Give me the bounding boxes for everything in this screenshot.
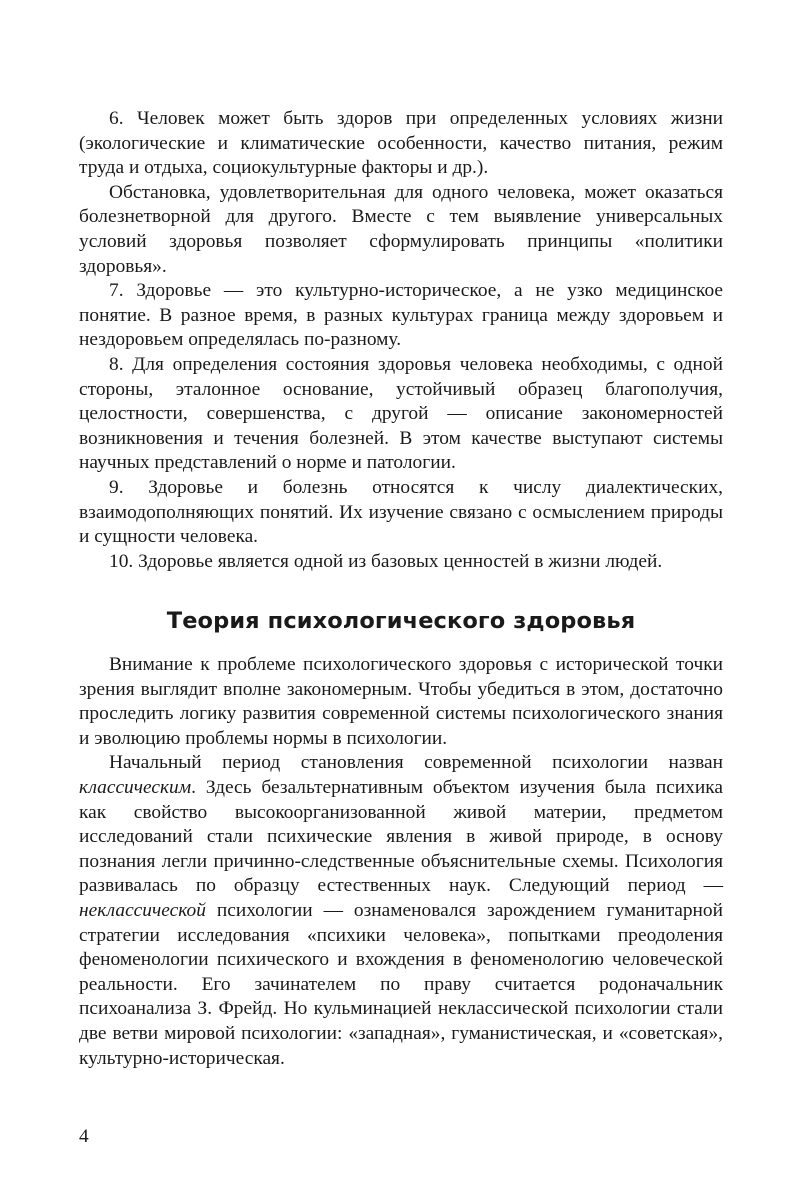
history-text-part3: психологии — ознаменовался зарождением гуманитарной стратегии исследования «психики человека», попытками преодоления феноменологии психического и вхождения в феноменологию человеческой реальности. Его зачинателем по праву считается родоначальник психоанализа З. Фрейд. Но кульминацией неклассической психологии стали две ветви мировой психологии: «западная», гуманистическая, и «советская», культурно-историческая. [79, 899, 723, 1069]
term-classical: классическим [79, 776, 192, 798]
history-text-part2: . Здесь безальтернативным объектом изучения была психика как свойство высокоорганизованной живой материи, предметом исследований стали психические явления в живой природе, в основу познания легли причинно-следственные объяснительные схемы. Психология развивалась по образцу естественных наук. Следующий период — [79, 776, 723, 897]
principles-list [79, 107, 723, 574]
paragraph-principle-6: 6. Человек может быть здоров при определенных условиях жизни (экологические и климатические особенности, качество питания, режим труда и отдыха, социокультурные факторы и др.). [79, 108, 723, 179]
term-nonclassical: неклассической [79, 899, 206, 921]
paragraph-principle-6-continued: Обстановка, удовлетворительная для одного человека, может оказаться болезнетворной для другого. Вместе с тем выявление универсальных условий здоровья позволяет сформулировать принципы «политики здоровья». [79, 181, 723, 277]
paragraph-principle-8: 8. Для определения состояния здоровья человека необходимы, с одной стороны, эталонное основание, устойчивый образец благополучия, целостности, совершенства, с другой — описание закономерностей возникновения и течения болезней. В этом качестве выступают системы научных представлений о норме и патологии. [79, 353, 723, 474]
paragraph-history [79, 751, 723, 1071]
section-body [79, 653, 723, 1071]
paragraph-principle-10: 10. Здоровье является одной из базовых ценностей в жизни людей. [109, 550, 663, 572]
paragraph-intro: Внимание к проблеме психологического здоровья с исторической точки зрения выглядит вполне закономерным. Чтобы убедиться в этом, достаточно проследить логику развития современной системы психологического знания и эволюцию проблемы нормы в психологии. [79, 654, 723, 749]
paragraph-principle-7: 7. Здоровье — это культурно-историческое, а не узко медицинское понятие. В разное время, в разных культурах граница между здоровьем и нездоровьем определялась по-разному. [79, 280, 723, 351]
page-number: 4 [79, 1126, 89, 1147]
paragraph-principle-9: 9. Здоровье и болезнь относятся к числу диалектических, взаимодополняющих понятий. Их изучение связано с осмыслением природы и сущности человека. [79, 476, 723, 548]
history-text-part1: Начальный период становления современной психологии назван [109, 752, 723, 774]
section-heading: Теория психологического здоровья [166, 608, 636, 634]
